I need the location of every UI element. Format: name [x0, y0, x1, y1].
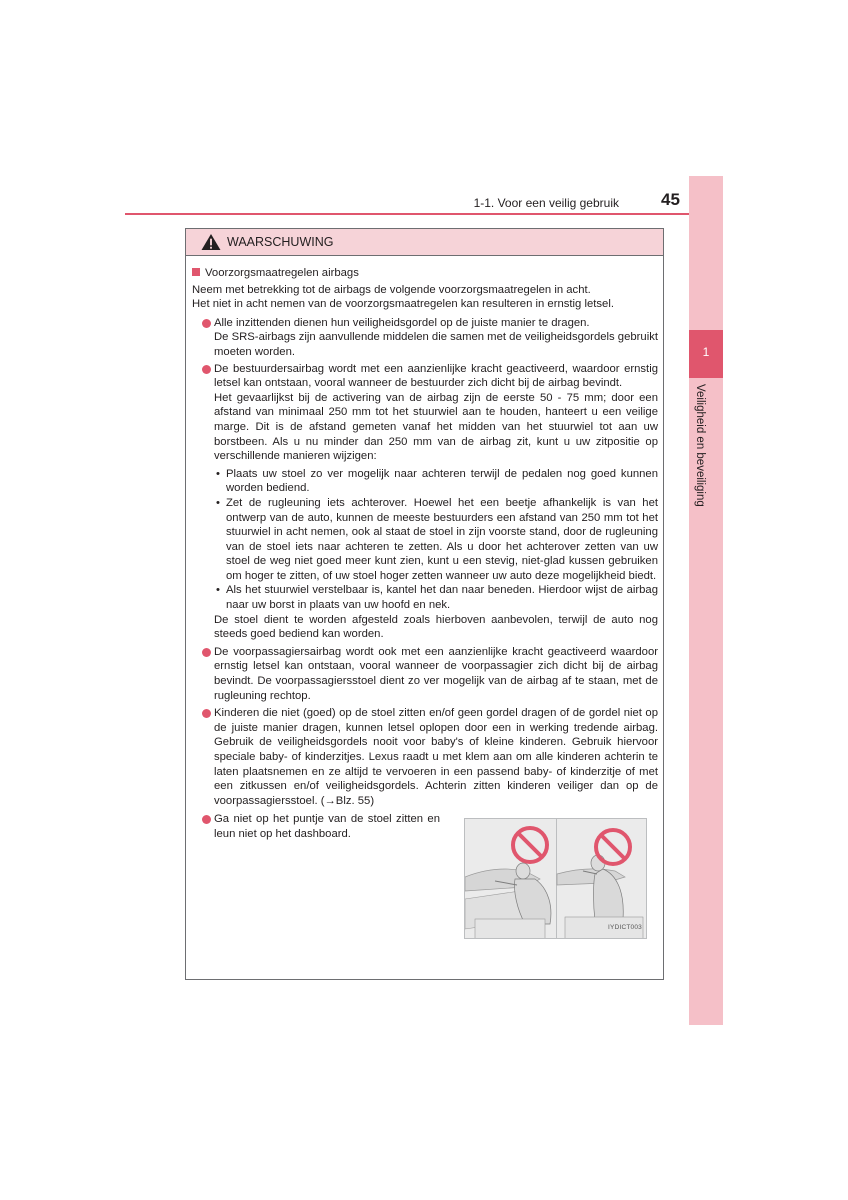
header-rule: [125, 213, 689, 215]
bullet-text: De bestuurdersairbag wordt met een aanzienlijke kracht geactiveerd, waardoor ernstig letsel kan ontstaan, vooral wanneer de bestuurder zich dicht bij de airbag bevindt.: [214, 362, 658, 390]
chapter-side-tab: [689, 176, 723, 1025]
warning-title: WAARSCHUWING: [227, 235, 334, 249]
sub-list-item: [216, 467, 658, 496]
sub-list-item: [216, 496, 658, 584]
bullet-text: Ga niet op het puntje van de stoel zitten en leun niet op het dashboard.: [214, 813, 440, 840]
bullet-text: De SRS-airbags zijn aanvullende middelen die samen met de veiligheidsgordels gebruikt moeten worden.: [214, 331, 658, 358]
sub-bullet-icon: •: [216, 496, 220, 509]
last-item-row: [192, 812, 658, 937]
sub-item-text: Als het stuurwiel verstelbaar is, kantel het dan naar beneden. Hierdoor wijst de airbag naar uw borst in plaats van uw hoofd en nek.: [226, 584, 658, 612]
bullet-dot-icon: [202, 319, 211, 328]
warning-header: [186, 229, 663, 256]
warning-triangle-icon: [200, 233, 222, 251]
section-title: 1-1. Voor een veilig gebruik: [473, 196, 619, 210]
intro-line: Neem met betrekking tot de airbags de volgende voorzorgsmaatregelen in acht.: [192, 283, 591, 296]
bullet-text: Kinderen die niet (goed) op de stoel zitten en/of geen gordel dragen of de gordel niet op de juiste manier dragen, kunnen letsel oplopen door een in werking tredende airbag. Gebruik de veiligheidsgordels nooit voor baby's of kleine kinderen. Gebruik hiervoor speciale baby- of kinderzitjes. Lexus raadt u met klem aan om alle kinderen achterin te laten plaatsnemen en ze altijd te vervoeren in een passend baby- of kinderzitje of met een zitkussen en/of veiligheidsgordels. Achterin zitten kinderen veiliger dan op de voorpassagiersstoel. (→Blz. 55): [214, 707, 658, 807]
sub-item-text: Plaats uw stoel zo ver mogelijk naar achteren terwijl de pedalen nog goed kunnen worden bediend.: [226, 467, 658, 495]
chapter-number: 1: [689, 330, 723, 378]
section-heading: [192, 266, 658, 281]
list-item: [192, 362, 658, 642]
list-item: [192, 645, 658, 703]
seating-illustration: [464, 818, 647, 939]
list-item: [192, 706, 658, 808]
page-number: 45: [661, 190, 680, 209]
bullet-text: De voorpassagiersairbag wordt ook met een aanzienlijke kracht geactiveerd waardoor ernstig letsel kan ontstaan, vooral wanneer de voorpassagier zich dicht bij de airbag bevindt. De voorpassagiersstoel dient zo ver mogelijk van de airbag af te staan, met de rugleuning rechtop.: [214, 645, 658, 702]
intro-line: Het niet in acht nemen van de voorzorgsmaatregelen kan resulteren in ernstig letsel.: [192, 298, 614, 311]
illustration-code: IYDICT003: [608, 923, 642, 931]
sub-bullet-icon: •: [216, 467, 220, 480]
list-item: [192, 812, 440, 841]
square-bullet-icon: [192, 268, 200, 276]
list-item: [192, 316, 658, 360]
bullet-dot-icon: [202, 365, 211, 374]
bullet-text: Alle inzittenden dienen hun veiligheidsgordel op de juiste manier te dragen.: [214, 316, 590, 329]
sub-item-text: Zet de rugleuning iets achterover. Hoewel het een beetje afhankelijk is van het ontwerp van de auto, kunnen de meeste bestuurders een afstand van 250 mm tot het stuurwiel in acht nemen, ook al staat de stoel in zijn voorste stand, door de rugleuning van de stoel iets naar achteren te zetten. Als u door het achterover zetten van uw stoel de weg niet goed meer kunt zien, kunt u een stevig, niet-glad kussen gebruiken om hoger te zitten, of uw stoel hoger zetten wanneer uw auto deze mogelijkheid biedt.: [226, 496, 658, 582]
bullet-dot-icon: [202, 815, 211, 824]
heading-text: Voorzorgsmaatregelen airbags: [205, 267, 359, 279]
sub-list-item: [216, 583, 658, 612]
warning-content: [192, 266, 658, 937]
sub-bullet-icon: •: [216, 584, 220, 597]
bullet-dot-icon: [202, 648, 211, 657]
chapter-title: Veiligheid en beveiliging: [694, 384, 706, 507]
bullet-paragraph: Het gevaarlijkst bij de activering van de airbag zijn de eerste 50 - 75 mm; door een afstand van minimaal 250 mm tot het stuurwiel aan te houden, hanteert u een veilige marge. Dit is de afstand gemeten vanaf het midden van het stuurwiel tot aan uw borstbeen. Als u nu minder dan 250 mm van de airbag zit, kunt u uw zitpositie op verschillende manieren wijzigen:: [214, 391, 658, 463]
bullet-closing: De stoel dient te worden afgesteld zoals hierboven aanbevolen, terwijl de auto nog steeds goed bediend kan worden.: [214, 613, 658, 641]
warning-box: [185, 228, 664, 980]
bullet-dot-icon: [202, 709, 211, 718]
